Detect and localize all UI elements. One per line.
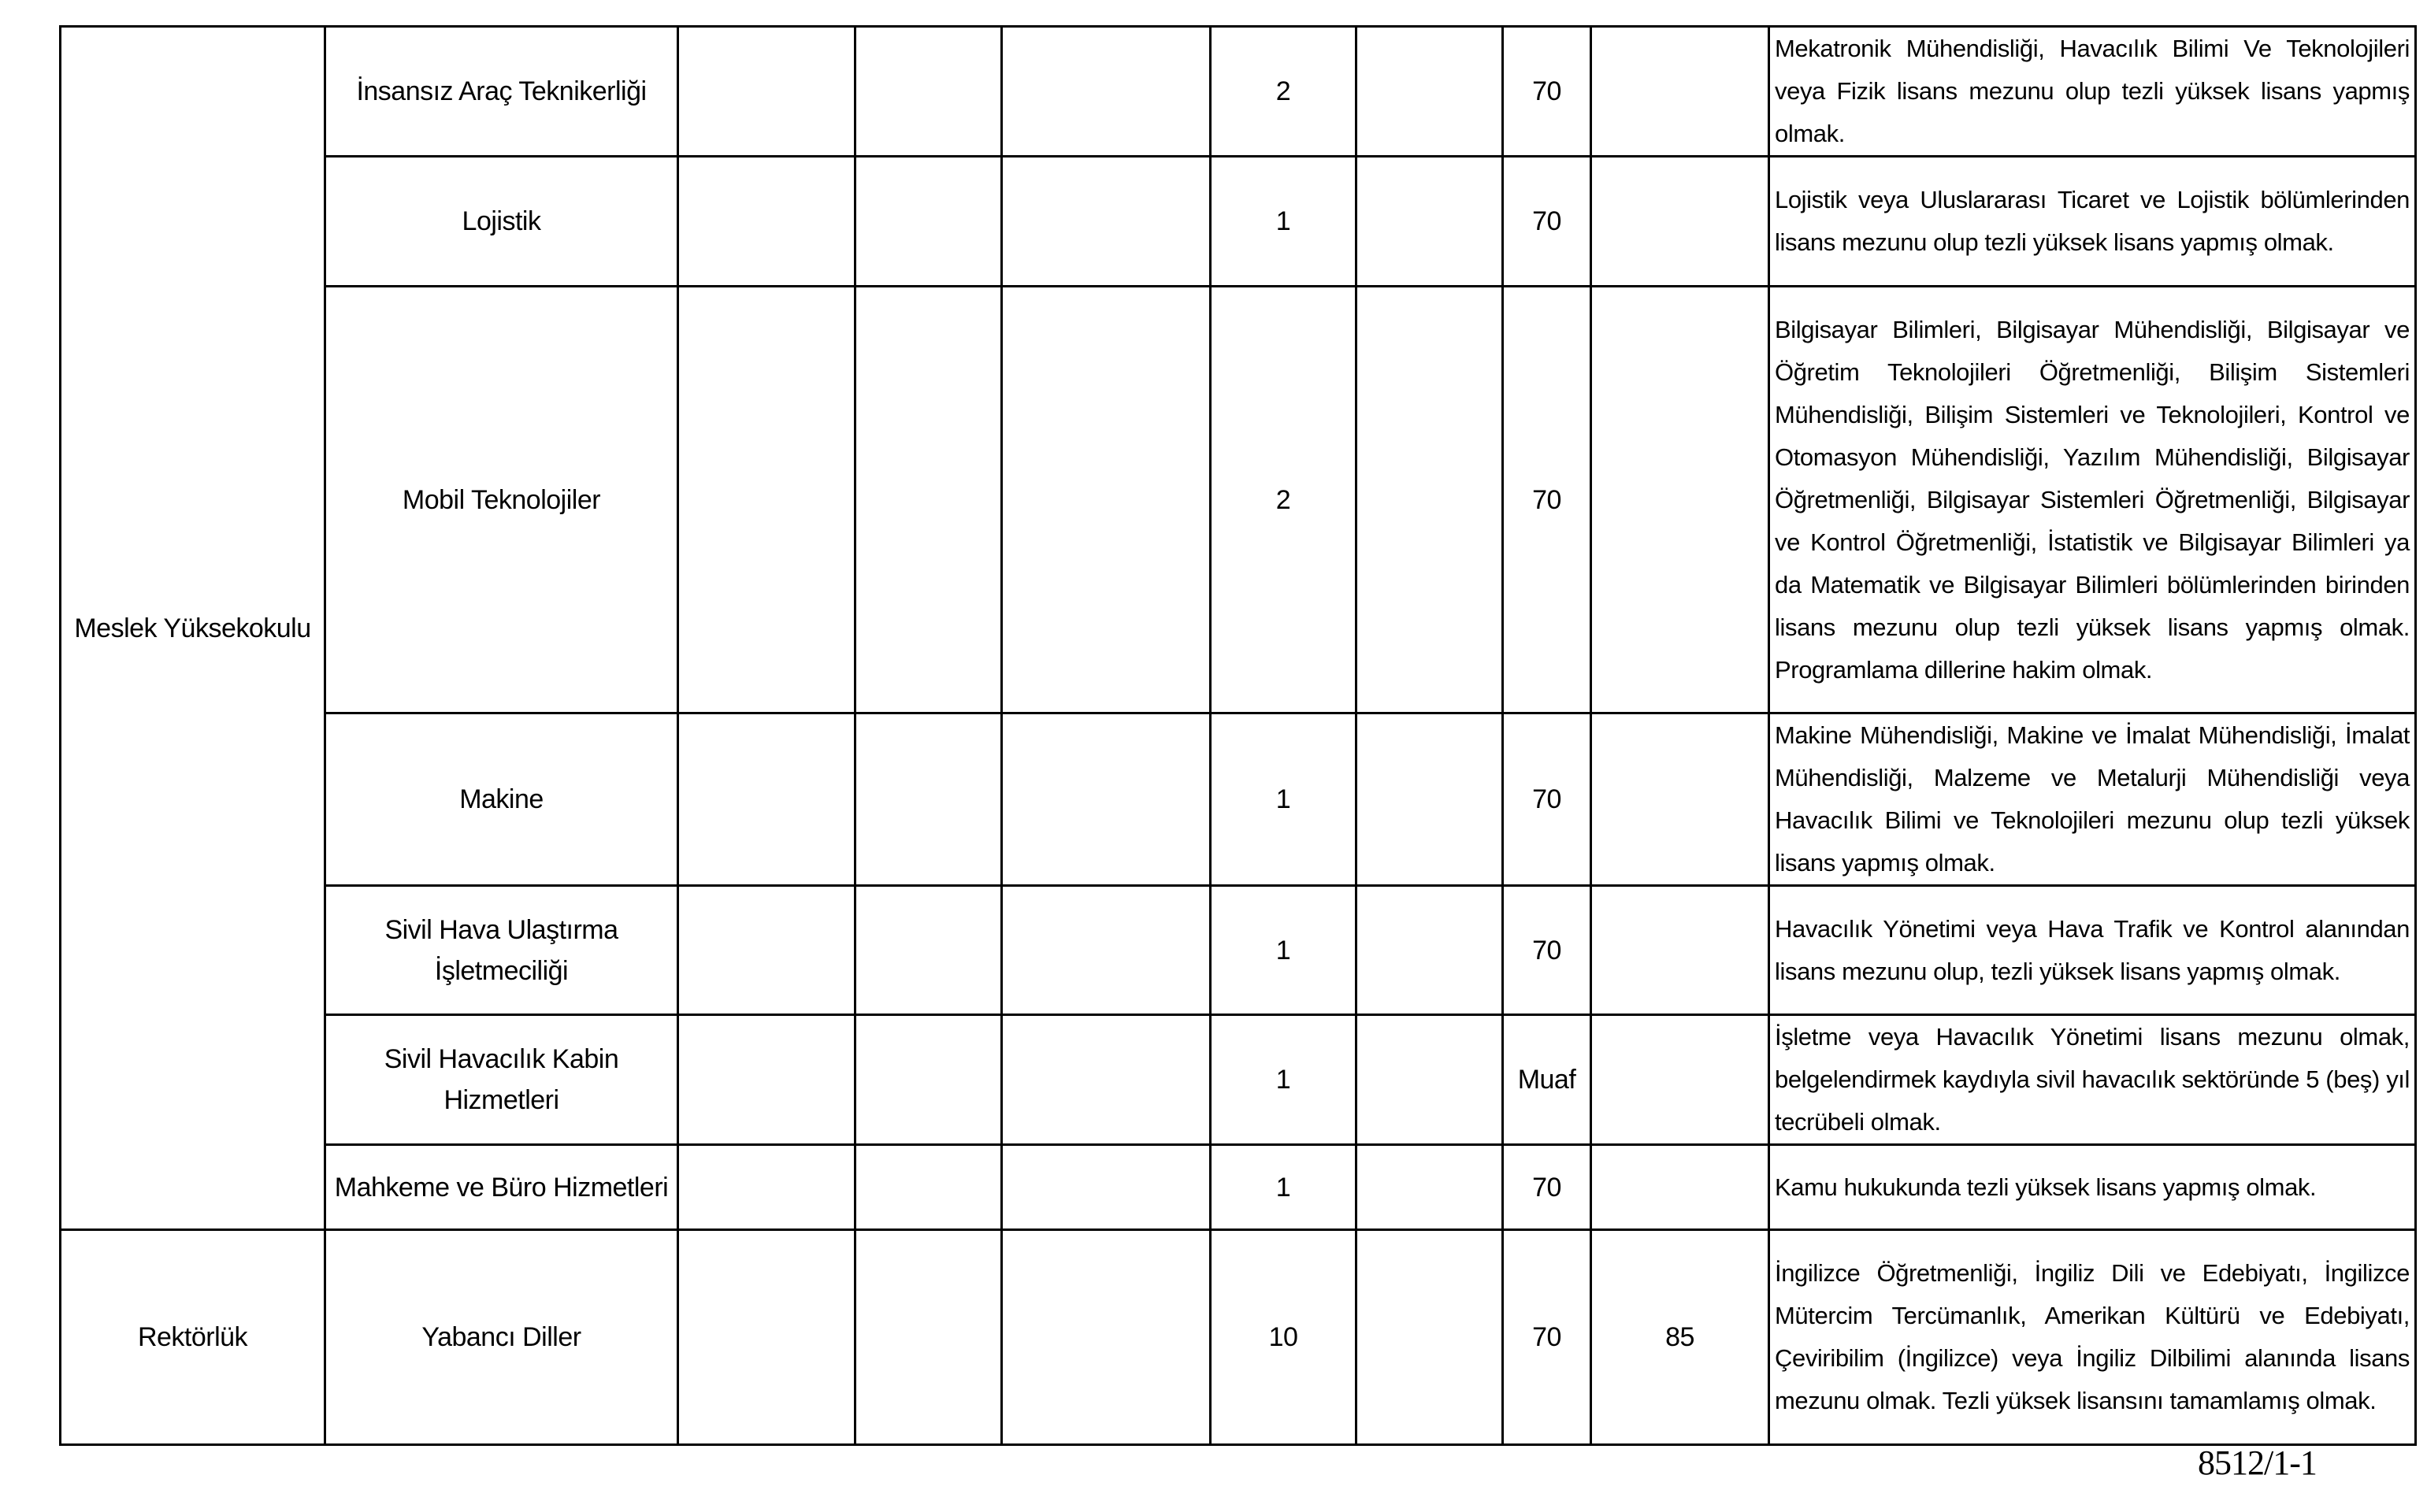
requirement-cell: Bilgisayar Bilimleri, Bilgisayar Mühendisliği, Bilgisayar ve Öğretim Teknolojileri Öğretmenliği, Bilişim Sistemleri Mühendisliği, Bilişim Sistemleri ve Teknolojileri, Kontrol ve Otomasyon Mühendisliği, Yazılım Mühendisliği, Bilgisayar Öğretmenliği, Bilgisayar Sistemleri Öğretmenliği, Bilgisayar ve Kontrol Öğretmenliği, İstatistik ve Bilgisayar Bilimleri ya da Matematik ve Bilgisayar Bilimleri bölümlerinden birinden lisans mezunu olup tezli yüksek lisans yapmış olmak. Programlama dillerine hakim olmak. — [1769, 287, 2416, 713]
program-cell: İnsansız Araç Teknikerliği — [325, 27, 678, 157]
empty-cell — [1002, 1230, 1211, 1445]
language-score-cell — [1591, 886, 1769, 1015]
document-number: 8512/1-1 — [2198, 1443, 2317, 1482]
empty-cell — [678, 27, 855, 157]
ales-cell: 70 — [1503, 1230, 1591, 1445]
table-row — [61, 1145, 2416, 1230]
program-cell: Lojistik — [325, 157, 678, 287]
ales-cell: 70 — [1503, 886, 1591, 1015]
language-score-cell — [1591, 157, 1769, 287]
empty-cell — [1356, 1145, 1503, 1230]
program-cell: Sivil Havacılık Kabin Hizmetleri — [325, 1015, 678, 1145]
empty-cell — [678, 1145, 855, 1230]
ales-cell: 70 — [1503, 1145, 1591, 1230]
count-cell: 1 — [1211, 713, 1356, 886]
table-row — [61, 157, 2416, 287]
ales-cell: Muaf — [1503, 1015, 1591, 1145]
empty-cell — [678, 157, 855, 287]
empty-cell — [855, 157, 1002, 287]
language-score-cell — [1591, 287, 1769, 713]
requirement-cell: İşletme veya Havacılık Yönetimi lisans mezunu olmak, belgelendirmek kaydıyla sivil havacılık sektöründe 5 (beş) yıl tecrübeli olmak. — [1769, 1015, 2416, 1145]
empty-cell — [855, 1145, 1002, 1230]
empty-cell — [1002, 713, 1211, 886]
positions-table — [59, 25, 2417, 1446]
table-row — [61, 886, 2416, 1015]
program-cell: Mahkeme ve Büro Hizmetleri — [325, 1145, 678, 1230]
empty-cell — [1002, 1145, 1211, 1230]
empty-cell — [1356, 713, 1503, 886]
empty-cell — [1002, 1015, 1211, 1145]
program-cell: Mobil Teknolojiler — [325, 287, 678, 713]
table-row — [61, 287, 2416, 713]
table-row — [61, 1015, 2416, 1145]
ales-cell: 70 — [1503, 27, 1591, 157]
count-cell: 1 — [1211, 1015, 1356, 1145]
language-score-cell: 85 — [1591, 1230, 1769, 1445]
program-cell: Sivil Hava Ulaştırma İşletmeciliği — [325, 886, 678, 1015]
empty-cell — [855, 713, 1002, 886]
empty-cell — [1356, 1015, 1503, 1145]
empty-cell — [1002, 886, 1211, 1015]
empty-cell — [678, 886, 855, 1015]
count-cell: 1 — [1211, 1145, 1356, 1230]
count-cell: 10 — [1211, 1230, 1356, 1445]
empty-cell — [1356, 27, 1503, 157]
language-score-cell — [1591, 1015, 1769, 1145]
requirement-cell: Mekatronik Mühendisliği, Havacılık Bilimi Ve Teknolojileri veya Fizik lisans mezunu olup tezli yüksek lisans yapmış olmak. — [1769, 27, 2416, 157]
empty-cell — [1356, 1230, 1503, 1445]
count-cell: 1 — [1211, 886, 1356, 1015]
requirement-cell: İngilizce Öğretmenliği, İngiliz Dili ve Edebiyatı, İngilizce Mütercim Tercümanlık, Amerikan Kültürü ve Edebiyatı, Çeviribilim (İngilizce) veya İngiliz Dilbilimi alanında lisans mezunu olmak. Tezli yüksek lisansını tamamlamış olmak. — [1769, 1230, 2416, 1445]
count-cell: 1 — [1211, 157, 1356, 287]
count-cell: 2 — [1211, 27, 1356, 157]
empty-cell — [1356, 157, 1503, 287]
unit-cell: Rektörlük — [61, 1230, 325, 1445]
empty-cell — [855, 27, 1002, 157]
requirement-cell: Lojistik veya Uluslararası Ticaret ve Lojistik bölümlerinden lisans mezunu olup tezli yüksek lisans yapmış olmak. — [1769, 157, 2416, 287]
empty-cell — [678, 1230, 855, 1445]
empty-cell — [1356, 886, 1503, 1015]
count-cell: 2 — [1211, 287, 1356, 713]
empty-cell — [678, 1015, 855, 1145]
table-row — [61, 713, 2416, 886]
empty-cell — [1002, 287, 1211, 713]
empty-cell — [855, 886, 1002, 1015]
empty-cell — [855, 287, 1002, 713]
program-cell: Makine — [325, 713, 678, 886]
empty-cell — [1002, 157, 1211, 287]
language-score-cell — [1591, 27, 1769, 157]
table-row — [61, 27, 2416, 157]
empty-cell — [1356, 287, 1503, 713]
program-cell: Yabancı Diller — [325, 1230, 678, 1445]
unit-cell: Meslek Yüksekokulu — [61, 27, 325, 1230]
requirement-cell: Havacılık Yönetimi veya Hava Trafik ve Kontrol alanından lisans mezunu olup, tezli yüksek lisans yapmış olmak. — [1769, 886, 2416, 1015]
empty-cell — [678, 287, 855, 713]
empty-cell — [1002, 27, 1211, 157]
empty-cell — [678, 713, 855, 886]
empty-cell — [855, 1230, 1002, 1445]
requirement-cell: Makine Mühendisliği, Makine ve İmalat Mühendisliği, İmalat Mühendisliği, Malzeme ve Metalurji Mühendisliği veya Havacılık Bilimi ve Teknolojileri mezunu olup tezli yüksek lisans yapmış olmak. — [1769, 713, 2416, 886]
language-score-cell — [1591, 1145, 1769, 1230]
ales-cell: 70 — [1503, 713, 1591, 886]
empty-cell — [855, 1015, 1002, 1145]
requirement-cell: Kamu hukukunda tezli yüksek lisans yapmış olmak. — [1769, 1145, 2416, 1230]
ales-cell: 70 — [1503, 287, 1591, 713]
table-row — [61, 1230, 2416, 1445]
language-score-cell — [1591, 713, 1769, 886]
ales-cell: 70 — [1503, 157, 1591, 287]
